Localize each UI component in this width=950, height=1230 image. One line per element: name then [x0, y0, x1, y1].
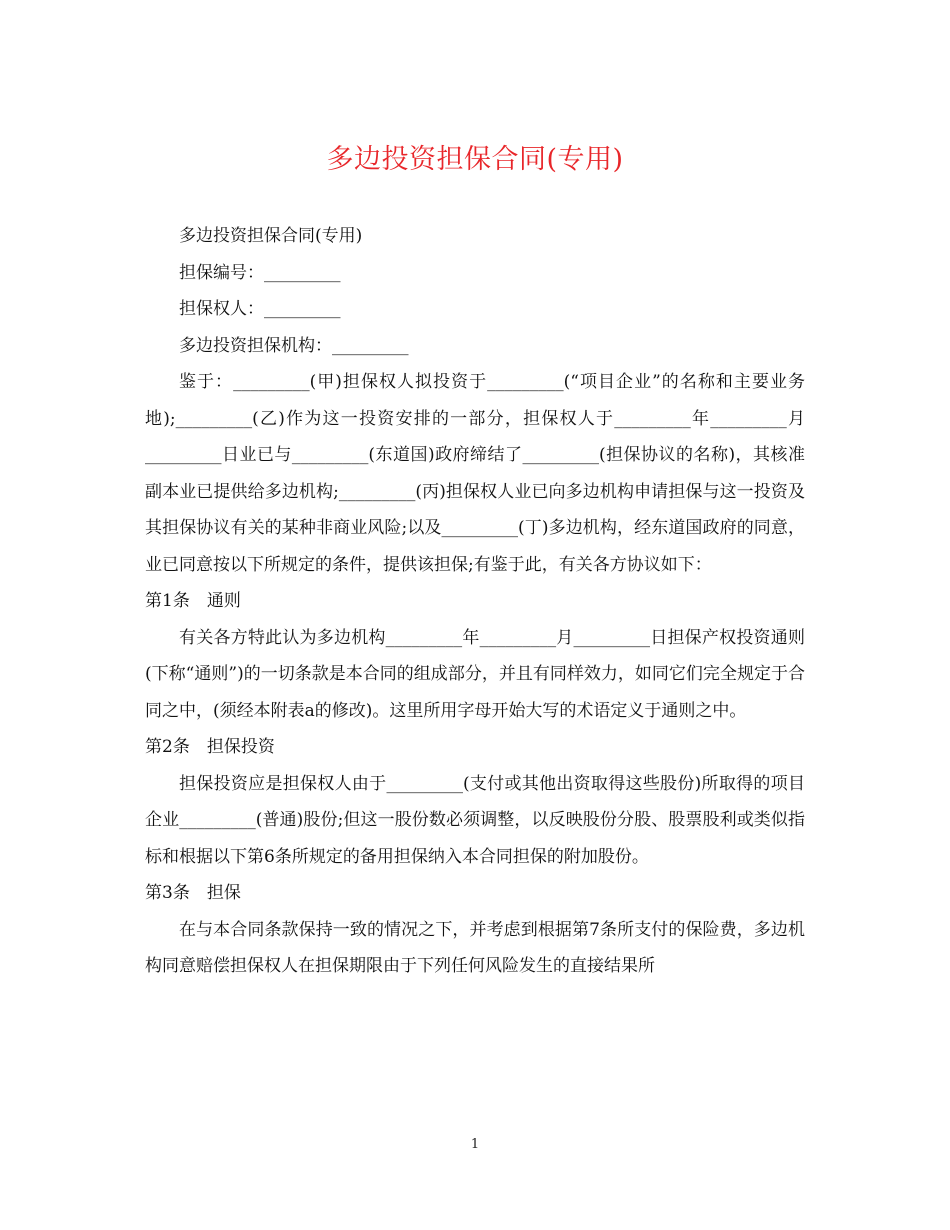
document-title: 多边投资担保合同(专用) — [326, 144, 624, 175]
paragraph-article-3: 在与本合同条款保持一致的情况之下，并考虑到根据第7条所支付的保险费，多边机构同意赔偿担保权人在担保期限由于下列任何风险发生的直接结果所 — [145, 919, 805, 976]
paragraph-guarantee-number: 担保编号：_________ — [179, 262, 341, 283]
heading-article-2: 第2条 担保投资 — [145, 737, 275, 757]
document-body — [145, 218, 805, 985]
paragraph-article-1: 有关各方特此认为多边机构_________年_________月_________日担保产权投资通则(下称“通则”)的一切条款是本合同的组成部分，并且有同样效力，如同它们完全规定于合同之中，(须经本附表a的修改)。这里所用字母开始大写的术语定义于通则之中。 — [145, 627, 805, 721]
paragraph-whereas: 鉴于：_________(甲)担保权人拟投资于_________(“项目企业”的名称和主要业务地);_________(乙)作为这一投资安排的一部分，担保权人于_________年_________月_________日业已与_________(东道国)政府缔结了_________(担保协议的名称)，其核准副本业已提供给多边机构;_________(丙)担保权人业已向多边机构申请担保与这一投资及其担保协议有关的某种非商业风险;以及_________(丁)多边机构，经东道国政府的同意，业已同意按以下所规定的条件，提供该担保;有鉴于此，有关各方协议如下： — [145, 372, 805, 575]
paragraph-article-2: 担保投资应是担保权人由于_________(支付或其他出资取得这些股份)所取得的项目企业_________(普通)股份;但这一股份数必须调整，以反映股份分股、股票股利或类似指标和根据以下第6条所规定的备用担保纳入本合同担保的附加股份。 — [145, 773, 805, 867]
paragraph-subtitle: 多边投资担保合同(专用) — [179, 226, 363, 246]
paragraph-guarantee-holder: 担保权人：_________ — [179, 299, 341, 319]
heading-article-3: 第3条 担保 — [145, 883, 241, 903]
heading-article-1: 第1条 通则 — [145, 591, 241, 611]
paragraph-guarantee-agency: 多边投资担保机构：_________ — [179, 335, 409, 356]
page-number: 1 — [470, 1137, 480, 1152]
